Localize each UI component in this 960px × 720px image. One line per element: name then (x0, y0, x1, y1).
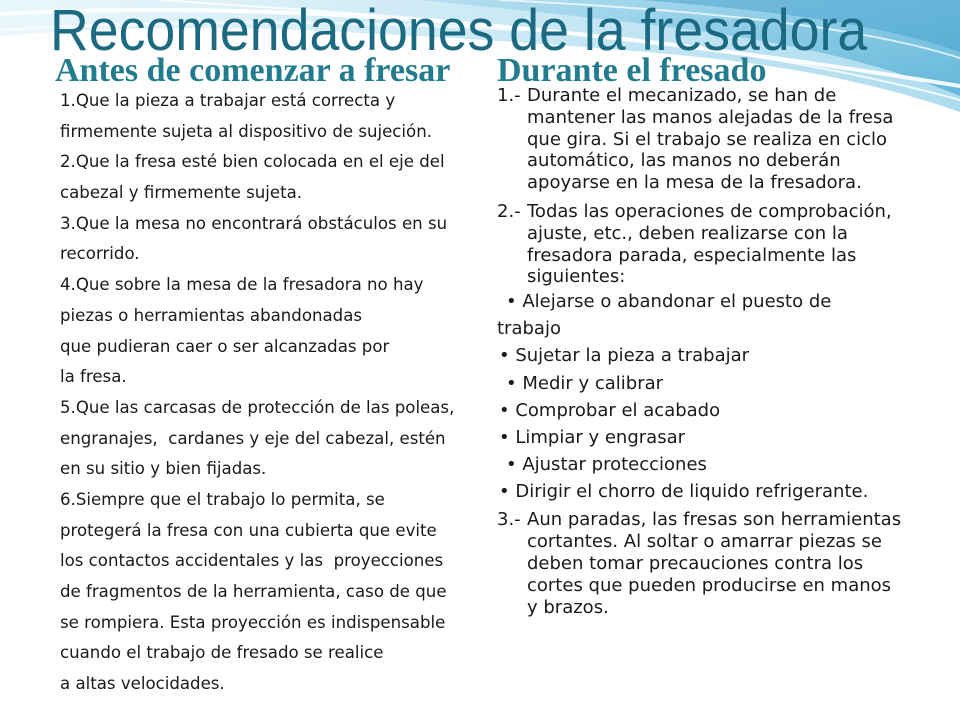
bullet-item (497, 478, 937, 505)
list-item-line: se rompiera. Esta proyección es indispensable (60, 612, 446, 632)
list-item-line: 5.Que las carcasas de protección de las poleas, (60, 397, 455, 417)
step-first-line (497, 509, 937, 531)
step-first-line (497, 85, 937, 107)
bullet-line: • Comprobar el acabado (499, 399, 721, 421)
slide-title: Recomendaciones de la fresadora (50, 0, 868, 63)
step-line: y brazos. (527, 597, 609, 618)
left-column-heading: Antes de comenzar a fresar (55, 52, 451, 89)
list-item-line: 2.Que la fresa esté bien colocada en el eje del (60, 152, 445, 172)
list-item-line: piezas o herramientas abandonadas (60, 305, 363, 325)
list-item-line: protegerá la fresa con una cubierta que evite (60, 520, 437, 540)
bullet-item (497, 288, 937, 342)
bullet-line: • Alejarse o abandonar el puesto de (506, 291, 832, 313)
bullet-line: • Sujetar la pieza a trabajar (499, 345, 750, 367)
bullet-line: • Limpiar y engrasar (499, 426, 686, 448)
list-item-line: que pudieran caer o ser alcanzadas por (60, 336, 390, 356)
step-line: fresadora parada, especialmente las (527, 244, 857, 266)
step-first-line (497, 201, 937, 223)
list-item-line: firmemente sujeta al dispositivo de sujeción. (60, 121, 432, 141)
right-column-heading: Durante el fresado (497, 52, 767, 89)
step-item (497, 509, 937, 619)
list-item-line: cuando el trabajo de fresado se realice (60, 643, 384, 663)
list-item-line: la fresa. (60, 367, 127, 387)
step-number: 3.- (497, 509, 521, 530)
list-item (60, 485, 480, 700)
bullet-line: • Dirigir el chorro de liquido refrigerante. (499, 481, 869, 503)
bullet-item (497, 342, 937, 369)
list-item-line: en su sitio y bien fijadas. (60, 459, 267, 479)
list-item-line: 1.Que la pieza a trabajar está correcta y (60, 91, 396, 110)
bullet-item (497, 424, 937, 451)
step-line: Todas las operaciones de comprobación, (527, 201, 892, 222)
bullet-line: • Medir y calibrar (506, 372, 664, 394)
step-line: siguientes: (527, 266, 626, 288)
list-item (60, 147, 480, 208)
bullet-item (497, 370, 937, 397)
list-item-line: engranajes, cardanes y eje del cabezal, estén (60, 428, 446, 448)
list-item-line: recorrido. (60, 244, 140, 264)
list-item (60, 209, 480, 270)
step-item (497, 201, 937, 505)
step-line: que gira. Si el trabajo se realiza en ciclo (527, 128, 888, 150)
step-line: Aun paradas, las fresas son herramientas (527, 509, 902, 530)
bullet-item (497, 451, 937, 478)
list-item-line: los contactos accidentales y las proyecciones (60, 551, 444, 571)
step-line: automático, las manos no deberán (527, 150, 841, 172)
bullet-line: • Ajustar protecciones (506, 453, 707, 475)
list-item-line: de fragmentos de la herramienta, caso de que (60, 582, 447, 601)
step-line: mantener las manos alejadas de la fresa (527, 106, 894, 128)
step-number: 2.- (497, 201, 521, 222)
step-line: deben tomar precauciones contra los (527, 553, 864, 574)
bullet-list (497, 288, 937, 505)
bullet-item (497, 397, 937, 424)
list-item-line: 3.Que la mesa no encontrará obstáculos en su (60, 213, 448, 233)
step-line: cortantes. Al soltar o amarrar piezas se (527, 531, 882, 552)
list-item-line: cabezal y firmemente sujeta. (60, 183, 303, 203)
list-item-line: a altas velocidades. (60, 674, 225, 694)
bullet-line: trabajo (497, 318, 561, 340)
list-item (60, 393, 480, 485)
step-line: cortes que pueden producirse en manos (527, 575, 892, 596)
step-line: Durante el mecanizado, se han de (527, 85, 837, 106)
step-number: 1.- (497, 85, 521, 106)
step-line: ajuste, etc., deben realizarse con la (527, 222, 848, 244)
list-item (60, 86, 480, 147)
list-item-line: 4.Que sobre la mesa de la fresadora no hay (60, 275, 424, 295)
step-line: apoyarse en la mesa de la fresadora. (527, 172, 862, 194)
list-item (60, 270, 480, 393)
step-item (497, 85, 937, 194)
left-column-list (60, 86, 480, 700)
list-item-line: 6.Siempre que el trabajo lo permita, se (60, 489, 385, 509)
